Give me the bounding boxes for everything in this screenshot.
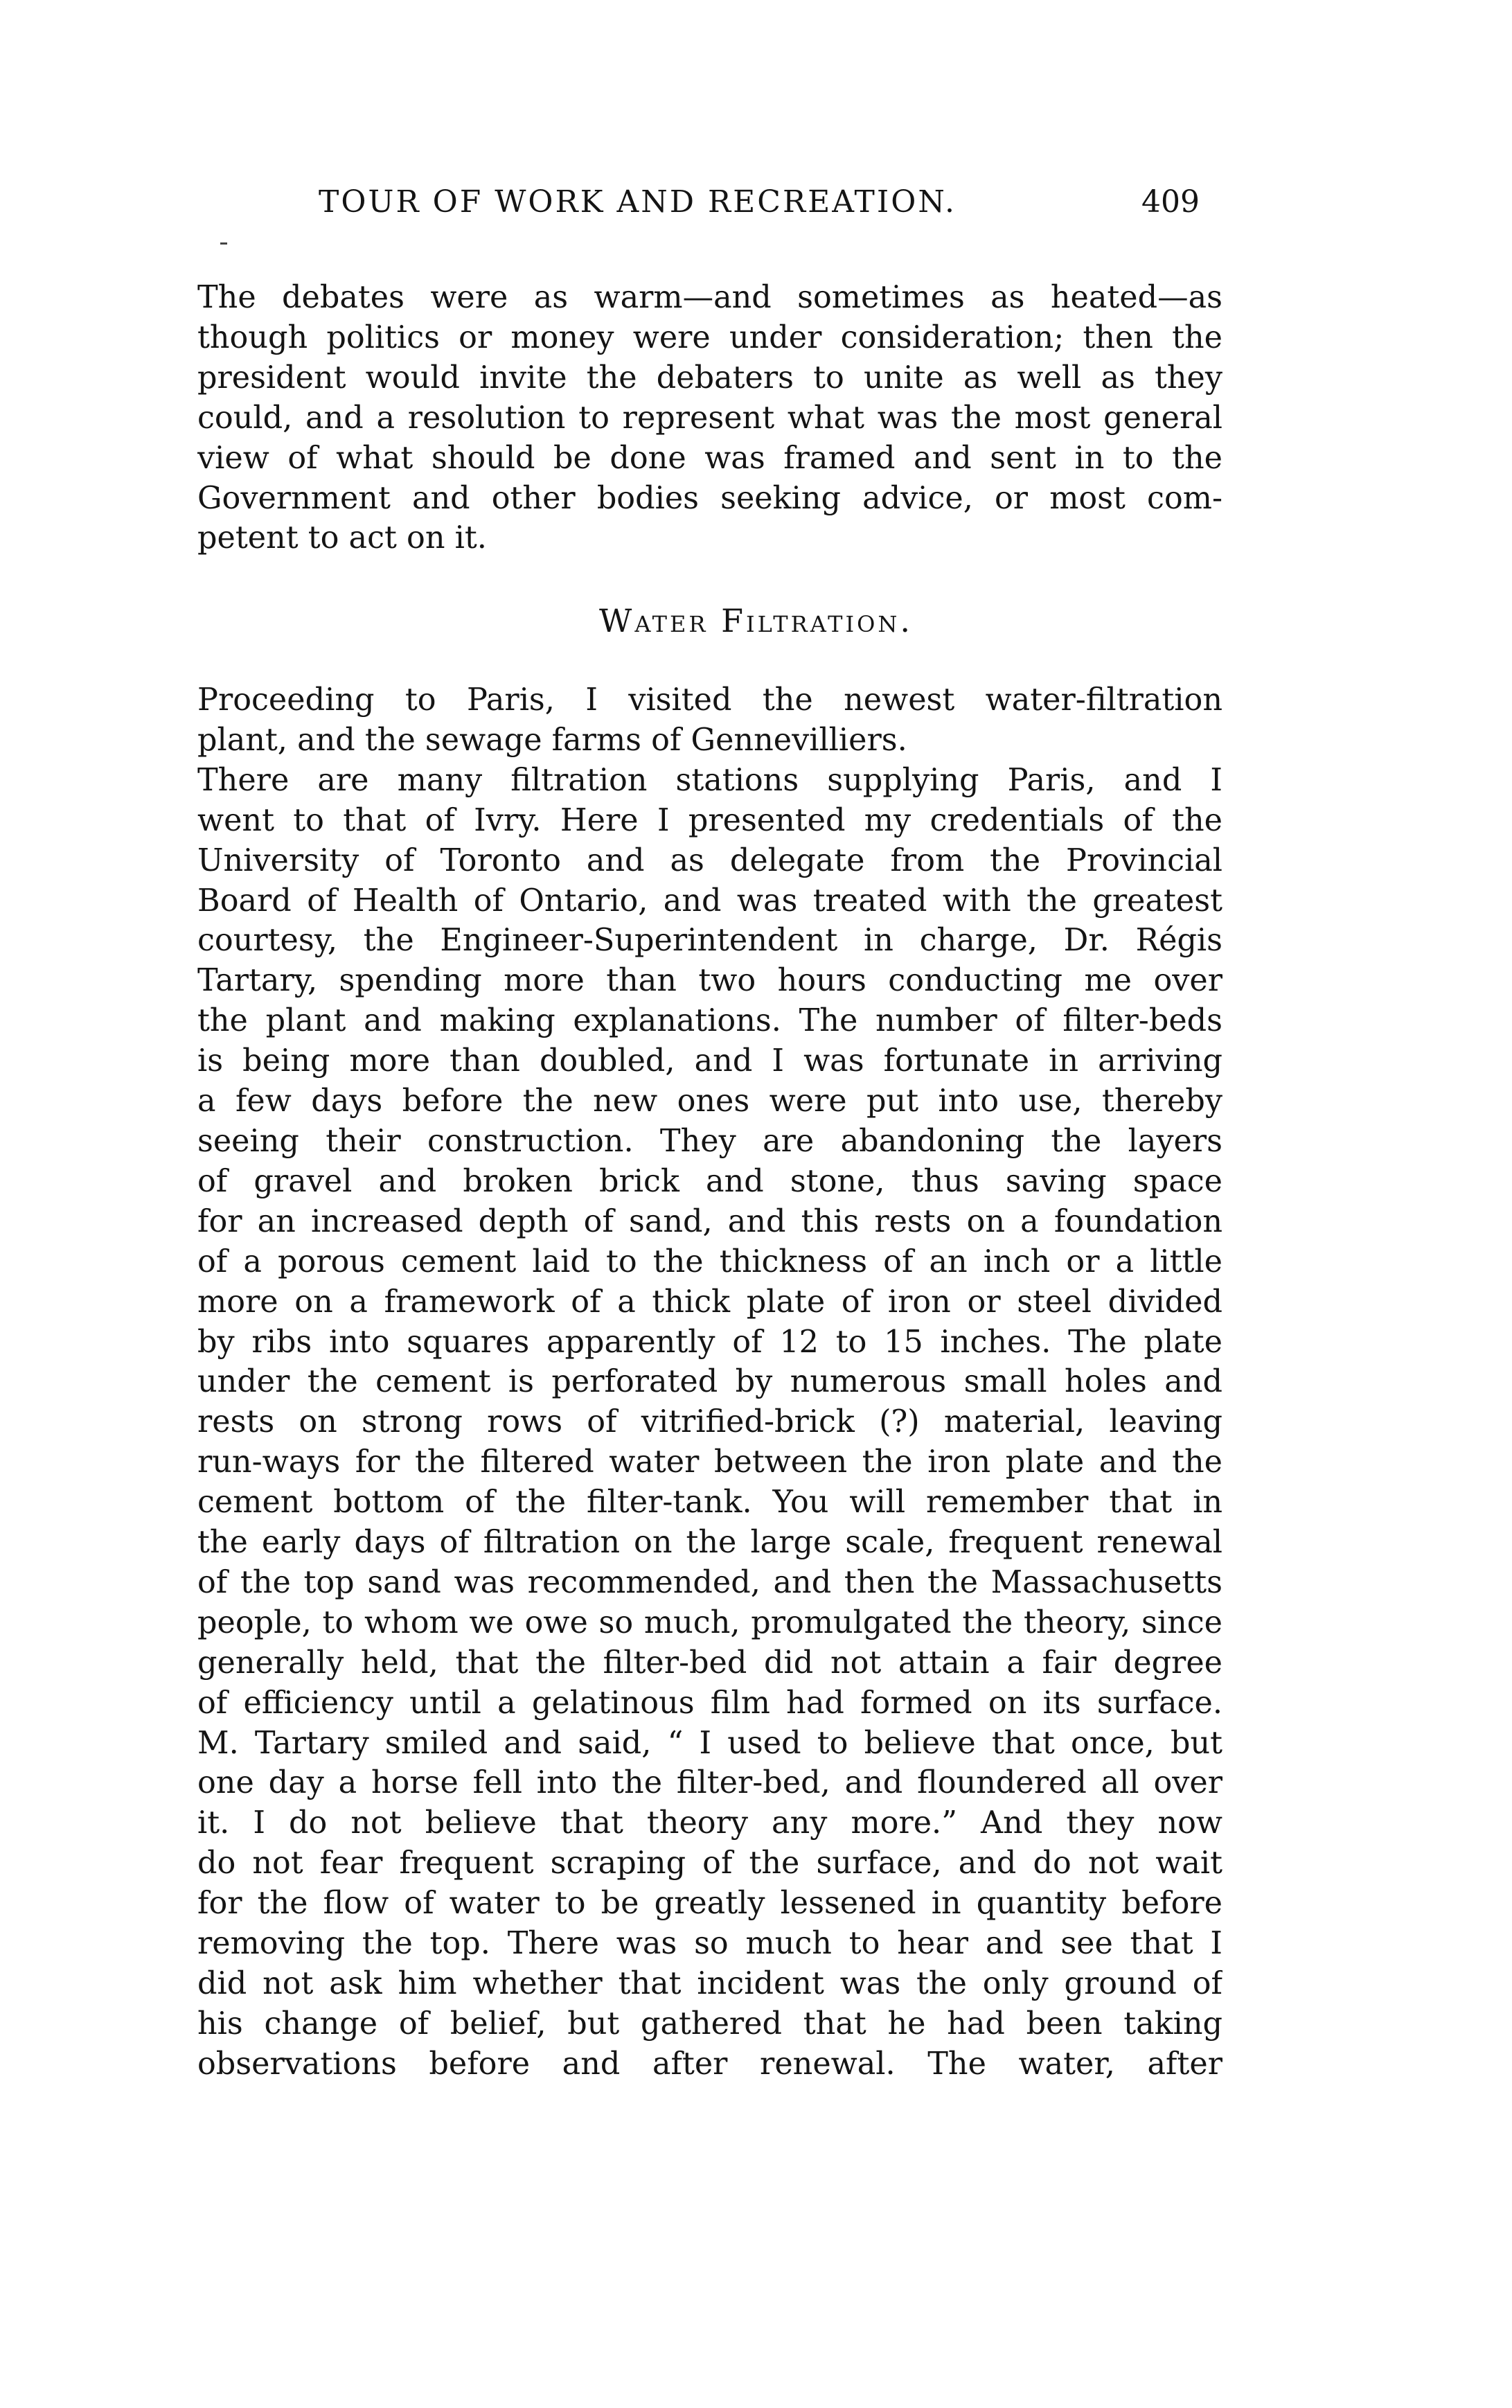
text-line: Government and other bodies seeking advice, or most com- bbox=[197, 480, 1222, 516]
text-line: Board of Health of Ontario, and was treated with the greatest bbox=[197, 883, 1222, 919]
text-line: the plant and making explanations. The number of filter-beds bbox=[197, 1003, 1222, 1039]
text-line: more on a framework of a thick plate of iron or steel divided bbox=[197, 1284, 1222, 1320]
text-line: one day a horse fell into the filter-bed, and floundered all over bbox=[197, 1765, 1222, 1801]
text-line: for an increased depth of sand, and this rests on a foundation bbox=[197, 1203, 1222, 1239]
text-line: did not ask him whether that incident was the only ground of bbox=[197, 1966, 1222, 2001]
text-line: rests on strong rows of vitrified-brick (?) material, leaving bbox=[197, 1404, 1222, 1440]
text-line: observations before and after renewal. The water, after bbox=[197, 2046, 1222, 2082]
text-line: of a porous cement laid to the thickness of an inch or a little bbox=[197, 1243, 1222, 1280]
text-line: Proceeding to Paris, I visited the newest water-filtration bbox=[197, 682, 1222, 718]
text-line: petent to act on it. bbox=[197, 520, 487, 556]
running-head-title: TOUR OF WORK AND RECREATION. bbox=[319, 184, 957, 220]
text-line: a few days before the new ones were put into use, thereby bbox=[197, 1083, 1222, 1119]
text-line: cement bottom of the filter-tank. You will remember that in bbox=[197, 1485, 1222, 1521]
paragraph-debates bbox=[197, 278, 1222, 558]
paragraph-filtration-stations bbox=[197, 761, 1222, 2084]
text-line: by ribs into squares apparently of 12 to 15 inches. The plate bbox=[197, 1324, 1222, 1360]
text-line: University of Toronto and as delegate from the Provincial bbox=[197, 842, 1222, 878]
text-line: M. Tartary smiled and said, “ I used to believe that once, but bbox=[197, 1725, 1222, 1761]
text-line: The debates were as warm—and sometimes as heated—as bbox=[197, 280, 1222, 315]
section-heading: Water Filtration. bbox=[599, 602, 913, 639]
text-line: is being more than doubled, and I was fortunate in arriving bbox=[197, 1043, 1222, 1079]
text-line: went to that of Ivry. Here I presented my credentials of the bbox=[197, 802, 1222, 838]
text-line: run-ways for the filtered water between the iron plate and the bbox=[197, 1444, 1222, 1480]
text-line: There are many filtration stations supplying Paris, and I bbox=[197, 762, 1222, 798]
text-line: for the flow of water to be greatly lessened in quantity before bbox=[197, 1886, 1222, 1922]
text-line: seeing their construction. They are abandoning the layers bbox=[197, 1123, 1222, 1159]
text-line: removing the top. There was so much to hear and see that I bbox=[197, 1926, 1222, 1962]
text-line: though politics or money were under consideration; then the bbox=[197, 319, 1222, 355]
text-line: Tartary, spending more than two hours conducting me over bbox=[197, 963, 1222, 999]
text-line: the early days of filtration on the large scale, frequent renewal bbox=[197, 1525, 1222, 1561]
text-line: do not fear frequent scraping of the surface, and do not wait bbox=[197, 1845, 1222, 1882]
text-line: president would invite the debaters to unite as well as they bbox=[197, 360, 1222, 396]
text-line: plant, and the sewage farms of Gennevilliers. bbox=[197, 722, 907, 758]
text-line: of efficiency until a gelatinous film had formed on its surface. bbox=[197, 1685, 1222, 1721]
text-line: it. I do not believe that theory any more.” And they now bbox=[197, 1805, 1222, 1841]
text-line: generally held, that the filter-bed did not attain a fair degree bbox=[197, 1645, 1222, 1681]
text-line: view of what should be done was framed and sent in to the bbox=[197, 440, 1222, 476]
printer-mark bbox=[220, 242, 227, 245]
paragraph-proceeding bbox=[197, 680, 1222, 761]
text-line: courtesy, the Engineer-Superintendent in charge, Dr. Régis bbox=[197, 923, 1222, 959]
text-line: of the top sand was recommended, and then the Massachusetts bbox=[197, 1564, 1222, 1600]
text-line: his change of belief, but gathered that he had been taking bbox=[197, 2006, 1222, 2042]
text-line: could, and a resolution to represent what was the most general bbox=[197, 400, 1222, 436]
text-line: under the cement is perforated by numerous small holes and bbox=[197, 1364, 1222, 1400]
text-line: people, to whom we owe so much, promulgated the theory, since bbox=[197, 1604, 1222, 1640]
page-number: 409 bbox=[1141, 184, 1200, 220]
section-body bbox=[197, 680, 1222, 2084]
text-line: of gravel and broken brick and stone, thus saving space bbox=[197, 1163, 1222, 1199]
